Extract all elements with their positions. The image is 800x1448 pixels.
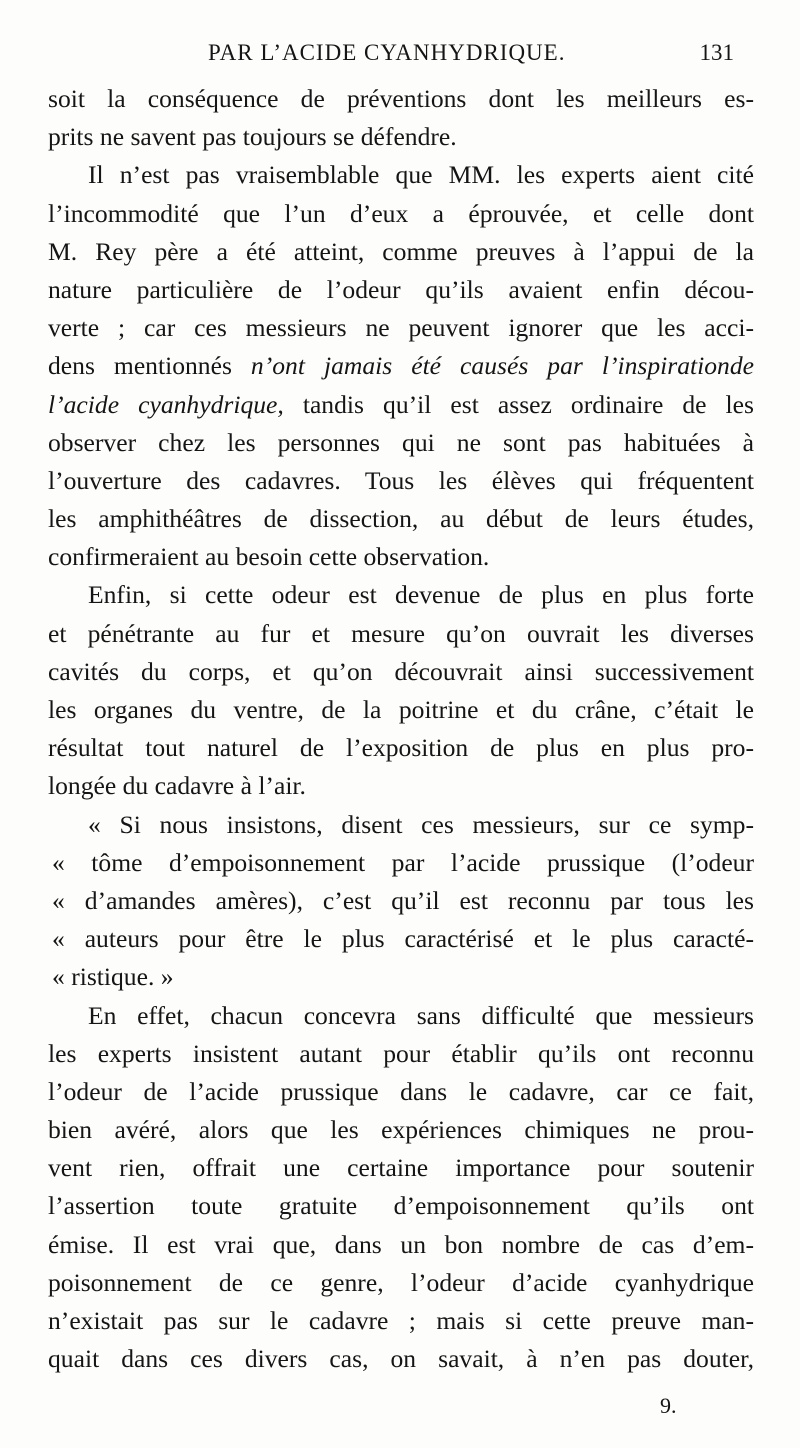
text-line bbox=[48, 1187, 754, 1225]
line-text: l’incommodité que l’un d’eux a éprouvée, et celle dont bbox=[48, 198, 754, 228]
text-line bbox=[48, 386, 754, 424]
line-text: bien avéré, alors que les expériences chimiques ne prou- bbox=[48, 1115, 754, 1145]
line-text: dens mentionnés bbox=[48, 351, 251, 381]
text-line bbox=[48, 195, 754, 233]
line-text: longée du cadavre à l’air. bbox=[48, 771, 306, 801]
text-line bbox=[48, 424, 754, 462]
text-line bbox=[48, 1340, 754, 1378]
text-line bbox=[48, 882, 754, 920]
line-text: cavités du corps, et qu’on découvrait ainsi successivement bbox=[48, 656, 754, 686]
text-line bbox=[48, 1264, 754, 1302]
line-text: n’existait pas sur le cadavre ; mais si cette preuve man- bbox=[48, 1306, 754, 1335]
line-text: « d’amandes amères), c’est qu’il est reconnu par tous les bbox=[52, 885, 754, 915]
text-line bbox=[48, 806, 754, 844]
text-line bbox=[48, 1111, 754, 1149]
printer-signature-mark: 9. bbox=[660, 1393, 677, 1418]
line-text: résultat tout naturel de l’exposition de plus en plus pro- bbox=[48, 733, 754, 763]
text-line bbox=[48, 309, 754, 347]
text-line bbox=[48, 233, 754, 271]
text-line bbox=[48, 1302, 754, 1340]
text-line bbox=[48, 538, 754, 576]
text-line bbox=[48, 156, 754, 194]
text-line bbox=[48, 653, 754, 691]
line-text: Il n’est pas vraisemblable que MM. les experts aient cité bbox=[88, 160, 754, 190]
line-text: « ristique. » bbox=[52, 962, 174, 992]
line-text: observer chez les personnes qui ne sont pas habituées à bbox=[48, 427, 754, 457]
line-text: « tôme d’empoisonnement par l’acide prussique (l’odeur bbox=[52, 847, 754, 877]
line-text: prits ne savent pas toujours se défendre. bbox=[48, 122, 457, 152]
line-text: et pénétrante au fur et mesure qu’on ouvrait les diverses bbox=[48, 618, 754, 648]
text-line bbox=[48, 462, 754, 500]
italic-emphasis: n’ont jamais été causés par l’inspirationde bbox=[250, 351, 754, 381]
line-text: M. Rey père a été atteint, comme preuves à l’appui de la bbox=[48, 236, 754, 266]
line-text: confirmeraient au besoin cette observation. bbox=[48, 542, 490, 572]
text-line bbox=[48, 271, 754, 309]
text-line bbox=[48, 576, 754, 614]
line-text: tandis qu’il est assez ordinaire de les bbox=[283, 389, 754, 419]
text-line bbox=[48, 118, 754, 156]
line-text: les experts insistent autant pour établir qu’ils ont reconnu bbox=[48, 1038, 754, 1068]
running-title: PAR L’ACIDE CYANHYDRIQUE. bbox=[208, 40, 566, 65]
line-text: poisonnement de ce genre, l’odeur d’acide cyanhydrique bbox=[48, 1267, 754, 1297]
text-line bbox=[48, 767, 754, 805]
line-text: soit la conséquence de préventions dont les meilleurs es- bbox=[48, 84, 754, 113]
text-line bbox=[48, 920, 754, 958]
line-text: Enfin, si cette odeur est devenue de plus en plus forte bbox=[88, 580, 754, 610]
text-line bbox=[48, 500, 754, 538]
text-line bbox=[48, 997, 754, 1035]
text-line bbox=[48, 729, 754, 767]
body-text bbox=[48, 80, 754, 1378]
line-text: l’odeur de l’acide prussique dans le cadavre, car ce fait, bbox=[48, 1076, 754, 1106]
line-text: quait dans ces divers cas, on savait, à n’en pas douter, bbox=[48, 1344, 754, 1374]
text-line bbox=[48, 1073, 754, 1111]
line-text: émise. Il est vrai que, dans un bon nombre de cas d’em- bbox=[48, 1229, 754, 1259]
text-line bbox=[48, 1149, 754, 1187]
text-line bbox=[48, 1226, 754, 1264]
line-text: vent rien, offrait une certaine importance pour soutenir bbox=[48, 1153, 754, 1183]
text-line bbox=[48, 1035, 754, 1073]
text-line bbox=[48, 958, 754, 996]
line-text: l’ouverture des cadavres. Tous les élèves qui fréquentent bbox=[48, 465, 754, 495]
text-line bbox=[48, 691, 754, 729]
line-text: l’assertion toute gratuite d’empoisonnement qu’ils ont bbox=[48, 1191, 754, 1221]
text-line bbox=[48, 80, 754, 118]
text-line bbox=[48, 844, 754, 882]
page-number: 131 bbox=[699, 40, 734, 65]
text-line bbox=[48, 347, 754, 385]
text-line bbox=[48, 615, 754, 653]
line-text: les amphithéâtres de dissection, au début de leurs études, bbox=[48, 504, 754, 534]
italic-emphasis: l’acide cyanhydrique, bbox=[48, 389, 284, 419]
line-text: les organes du ventre, de la poitrine et du crâne, c’était le bbox=[48, 695, 754, 724]
page-header bbox=[48, 38, 740, 70]
line-text: « Si nous insistons, disent ces messieurs, sur ce symp- bbox=[88, 809, 754, 839]
line-text: « auteurs pour être le plus caractérisé et le plus caracté- bbox=[52, 924, 754, 954]
line-text: En effet, chacun concevra sans difficulté que messieurs bbox=[88, 1000, 754, 1030]
line-text: verte ; car ces messieurs ne peuvent ignorer que les acci- bbox=[48, 313, 754, 343]
line-text: nature particulière de l’odeur qu’ils avaient enfin décou- bbox=[48, 274, 754, 304]
